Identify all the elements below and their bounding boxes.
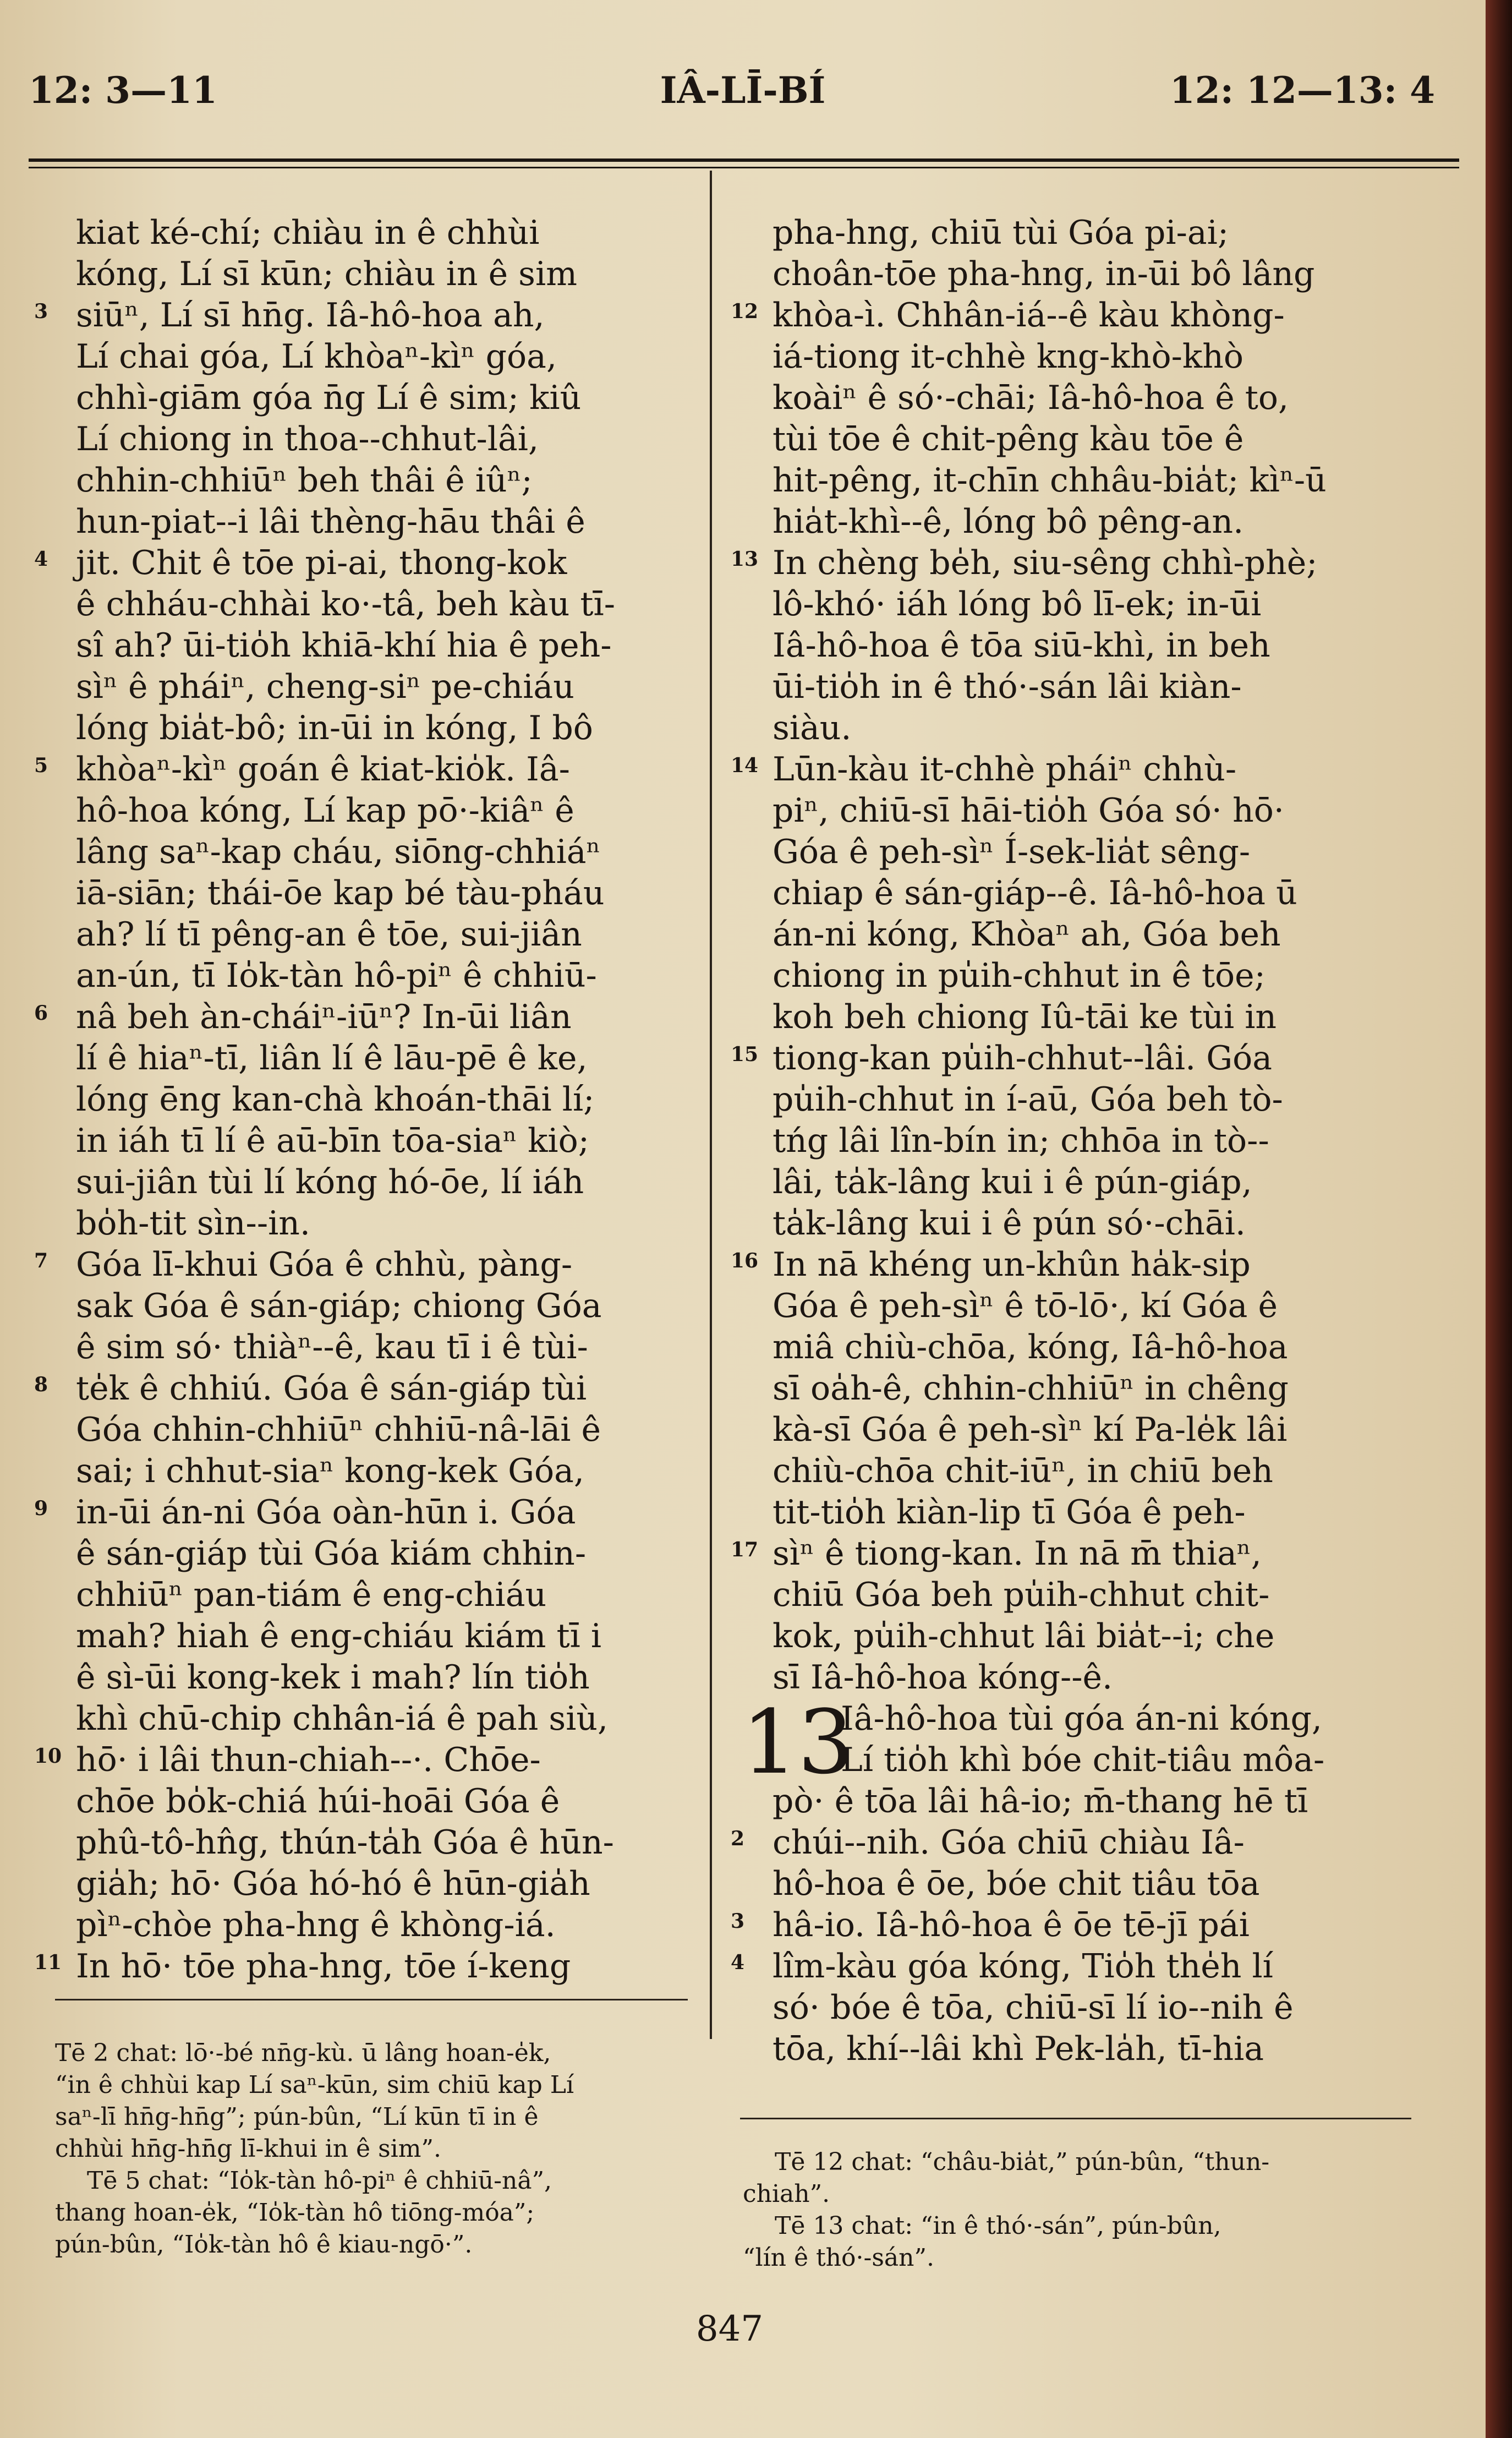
text-line <box>29 832 703 873</box>
verse-text: chhiūⁿ pan-tiám ê eng-chiáu <box>76 1576 547 1614</box>
text-line <box>725 666 1420 708</box>
verse-text: gia̍h; hō· Góa hó-hó ê hūn-gia̍h <box>76 1865 590 1903</box>
verse-number: 17 <box>731 1538 759 1561</box>
text-line <box>29 1327 703 1368</box>
text-line <box>29 1286 703 1327</box>
verse-number: 13 <box>731 548 759 571</box>
text-line <box>725 212 1420 254</box>
verse-text: Góa ê peh-sìⁿ Í-sek-lia̍t sêng- <box>773 833 1251 871</box>
verse-text: án-ni kóng, Khòaⁿ ah, Góa beh <box>773 915 1281 954</box>
verse-text: ê chháu-chhài ko·-tâ, beh kàu tī- <box>76 585 615 624</box>
verse-text: lîm-kàu góa kóng, Tio̍h the̍h lí <box>773 1947 1273 1986</box>
verse-text: an-ún, tī Io̍k-tàn hô-piⁿ ê chhiū- <box>76 956 597 995</box>
text-line <box>725 873 1420 914</box>
verse-text: Iâ-hô-hoa tùi góa án-ni kóng, <box>841 1699 1322 1738</box>
text-line <box>29 1533 703 1575</box>
text-line <box>725 1616 1420 1657</box>
verse-text: Lí chai góa, Lí khòaⁿ-kìⁿ góa, <box>76 337 557 376</box>
text-line <box>725 1451 1420 1492</box>
footnote-line: chiah”. <box>743 2180 830 2208</box>
book-edge <box>1486 0 1512 2438</box>
verse-text: chiong in pu̍ih-chhut in ê tōe; <box>773 956 1266 995</box>
verse-text: koh beh chiong Iû-tāi ke tùi in <box>773 998 1277 1036</box>
text-line <box>29 790 703 832</box>
verse-text: siàu. <box>773 709 852 747</box>
text-line <box>29 419 703 460</box>
text-line <box>725 419 1420 460</box>
text-line <box>725 1905 1420 1946</box>
verse-number: 9 <box>34 1497 48 1520</box>
verse-text: nâ beh àn-cháiⁿ-iūⁿ? In-ūi liân <box>76 998 572 1036</box>
verse-number: 7 <box>34 1249 48 1272</box>
left-footnote-rule <box>55 1999 688 2000</box>
text-line <box>29 914 703 955</box>
text-line <box>725 295 1420 336</box>
header-verse-range-left: 12: 3—11 <box>29 69 217 112</box>
verse-text: Góa lī-khui Góa ê chhù, pàng- <box>76 1245 573 1284</box>
verse-text: hō· i lâi thun-chiah--·. Chōe- <box>76 1741 541 1779</box>
verse-text: koàiⁿ ê só·-chāi; Iâ-hô-hoa ê to, <box>773 379 1289 417</box>
text-line <box>725 1038 1420 1079</box>
verse-text: kiat ké-chí; chiàu in ê chhùi <box>76 214 540 252</box>
verse-text: siūⁿ, Lí sī hn̄g. Iâ-hô-hoa ah, <box>76 296 545 335</box>
verse-text: choân-tōe pha-hng, in-ūi bô lâng <box>773 255 1315 293</box>
running-header <box>29 69 1457 129</box>
verse-number: 15 <box>731 1043 759 1066</box>
verse-text: hâ-io. Iâ-hô-hoa ê ōe tē-jī pái <box>773 1906 1250 1944</box>
text-line <box>29 1451 703 1492</box>
verse-text: Góa ê peh-sìⁿ ê tō-lō·, kí Góa ê <box>773 1287 1278 1325</box>
verse-number: 3 <box>34 300 48 323</box>
text-line <box>29 1162 703 1203</box>
text-line <box>725 708 1420 749</box>
text-line <box>29 1368 703 1409</box>
verse-text: chiap ê sán-giáp--ê. Iâ-hô-hoa ū <box>773 874 1297 912</box>
verse-text: ê sì-ūi kong-kek i mah? lín tio̍h <box>76 1658 590 1697</box>
verse-number: 6 <box>34 1002 48 1025</box>
text-line <box>725 501 1420 543</box>
verse-text: piⁿ, chiū-sī hāi-tio̍h Góa só· hō· <box>773 791 1284 830</box>
right-footnotes <box>743 2146 1414 2274</box>
verse-text: sī oa̍h-ê, chhin-chhiūⁿ in chêng <box>773 1369 1289 1408</box>
header-rule-thin <box>29 167 1459 168</box>
right-footnote-rule <box>740 2118 1411 2119</box>
text-line <box>29 460 703 501</box>
verse-number: 12 <box>731 300 759 323</box>
text-line <box>29 1781 703 1822</box>
text-line <box>29 254 703 295</box>
verse-number: 3 <box>731 1910 745 1933</box>
text-line <box>725 625 1420 666</box>
right-column <box>725 212 1420 2070</box>
verse-text: tùi tōe ê chit-pêng kàu tōe ê <box>773 420 1244 458</box>
verse-text: ta̍k-lâng kui i ê pún só·-chāi. <box>773 1204 1246 1243</box>
verse-text: Lí chiong in thoa--chhut-lâi, <box>76 420 539 458</box>
verse-text: pha-hng, chiū tùi Góa pi-ai; <box>773 214 1229 252</box>
verse-text: lô-khó· iáh lóng bô lī-ek; in-ūi <box>773 585 1262 624</box>
verse-text: lí ê hiaⁿ-tī, liân lí ê lāu-pē ê ke, <box>76 1039 588 1078</box>
text-line <box>29 543 703 584</box>
text-line <box>29 1740 703 1781</box>
text-line <box>29 749 703 790</box>
page-number: 847 <box>695 2309 764 2349</box>
verse-text: Lí tio̍h khì bóe chit-tiâu môa- <box>841 1741 1325 1779</box>
text-line <box>725 1946 1420 1987</box>
verse-text: tit-tio̍h kiàn-lip tī Góa ê peh- <box>773 1493 1246 1532</box>
verse-text: ah? lí tī pêng-an ê tōe, sui-jiân <box>76 915 582 954</box>
text-line <box>29 1698 703 1740</box>
verse-text: tiong-kan pu̍ih-chhut--lâi. Góa <box>773 1039 1273 1078</box>
verse-text: in-ūi án-ni Góa oàn-hūn i. Góa <box>76 1493 576 1532</box>
text-line <box>29 666 703 708</box>
text-line <box>725 1244 1420 1286</box>
chapter-lead-line <box>725 1698 1420 1740</box>
text-line <box>29 708 703 749</box>
text-line <box>29 997 703 1038</box>
verse-text: iá-tiong it-chhè kng-khò-khò <box>773 337 1244 376</box>
verse-text: hô-hoa kóng, Lí kap pō·-kiâⁿ ê <box>76 791 574 830</box>
chapter-start <box>725 1691 1420 1794</box>
text-line <box>725 1203 1420 1244</box>
left-footnotes <box>55 2037 704 2261</box>
verse-text: kóng, Lí sī kūn; chiàu in ê sim <box>76 255 578 293</box>
verse-text: khì chū-chip chhân-iá ê pah siù, <box>76 1699 609 1738</box>
verse-text: kok, pu̍ih-chhut lâi bia̍t--i; che <box>773 1617 1275 1655</box>
text-line <box>29 955 703 997</box>
header-rule-thick <box>29 158 1459 162</box>
text-line <box>725 1079 1420 1120</box>
text-line <box>29 1905 703 1946</box>
verse-text: tńg lâi lîn-bín in; chhōa in tò-- <box>773 1122 1269 1160</box>
footnote-line: saⁿ-lī hn̄g-hn̄g”; pún-bûn, “Lí kūn tī in ê <box>55 2103 539 2131</box>
verse-text: pò· ê tōa lâi hâ-io; m̄-thang hē tī <box>773 1782 1308 1821</box>
verse-text: lâng saⁿ-kap cháu, siōng-chhiáⁿ <box>76 833 601 871</box>
chapter-number: 13 <box>742 1691 854 1794</box>
text-line <box>29 1657 703 1698</box>
text-line <box>725 584 1420 625</box>
verse-text: pìⁿ-chòe pha-hng ê khòng-iá. <box>76 1906 556 1944</box>
verse-number: 16 <box>731 1249 759 1272</box>
text-line <box>725 1162 1420 1203</box>
text-line <box>725 749 1420 790</box>
verse-text: lóng ēng kan-chà khoán-thāi lí; <box>76 1080 595 1119</box>
verse-text: In hō· tōe pha-hng, tōe í-keng <box>76 1947 571 1986</box>
text-line <box>725 1286 1420 1327</box>
verse-number: 14 <box>731 754 759 777</box>
footnote-line: thang hoan-e̍k, “Io̍k-tàn hô tiōng-móa”; <box>55 2199 535 2227</box>
footnote-line: pún-bûn, “Io̍k-tàn hô ê kiau-ngō·”. <box>55 2231 473 2259</box>
text-line <box>29 501 703 543</box>
text-line <box>29 378 703 419</box>
text-line <box>29 625 703 666</box>
verse-text: Iâ-hô-hoa ê tōa siū-khì, in beh <box>773 626 1270 665</box>
text-line <box>725 1822 1420 1863</box>
text-line <box>725 1368 1420 1409</box>
text-line <box>725 2029 1420 2070</box>
text-line <box>29 873 703 914</box>
text-line <box>29 1863 703 1905</box>
column-divider <box>710 171 712 2039</box>
text-line <box>29 1492 703 1533</box>
verse-text: hit-pêng, it-chīn chhâu-bia̍t; kìⁿ-ū <box>773 461 1327 500</box>
text-line <box>29 336 703 378</box>
header-book-title: IÂ-LĪ-BÍ <box>660 69 826 112</box>
verse-text: chiù-chōa chit-iūⁿ, in chiū beh <box>773 1452 1273 1490</box>
text-line <box>29 1946 703 1987</box>
verse-text: Góa chhin-chhiūⁿ chhiū-nâ-lāi ê <box>76 1411 601 1449</box>
verse-text: chhì-giām góa n̄g Lí ê sim; kiû <box>76 379 582 417</box>
verse-text: chúi--nih. Góa chiū chiàu Iâ- <box>773 1823 1245 1862</box>
text-line <box>29 1079 703 1120</box>
left-column <box>29 212 703 1987</box>
text-line <box>29 212 703 254</box>
verse-text: in iáh tī lí ê aū-bīn tōa-siaⁿ kiò; <box>76 1122 589 1160</box>
verse-text: jit. Chit ê tōe pi-ai, thong-kok <box>76 544 567 582</box>
text-line <box>725 832 1420 873</box>
verse-number: 8 <box>34 1373 48 1396</box>
verse-number: 10 <box>34 1745 62 1768</box>
text-line <box>725 955 1420 997</box>
verse-text: In chèng be̍h, siu-sêng chhì-phè; <box>773 544 1318 582</box>
footnote-line: Tē 13 chat: “in ê thó·-sán”, pún-bûn, <box>775 2212 1221 2240</box>
verse-number: 11 <box>34 1951 62 1974</box>
text-line <box>725 997 1420 1038</box>
text-line <box>725 378 1420 419</box>
text-line <box>29 1038 703 1079</box>
text-line <box>29 1575 703 1616</box>
verse-text: hun-piat--i lâi thèng-hāu thâi ê <box>76 502 585 541</box>
verse-text: sî ah? ūi-tio̍h khiā-khí hia ê peh- <box>76 626 612 665</box>
verse-text: kà-sī Góa ê peh-sìⁿ kí Pa-le̍k lâi <box>773 1411 1288 1449</box>
footnote-line: Tē 5 chat: “Io̍k-tàn hô-piⁿ ê chhiū-nâ”, <box>87 2167 552 2195</box>
verse-text: sī Iâ-hô-hoa kóng--ê. <box>773 1658 1113 1697</box>
verse-text: ê sán-giáp tùi Góa kiám chhin- <box>76 1534 587 1573</box>
text-line <box>725 1327 1420 1368</box>
verse-text: tōa, khí--lâi khì Pek-la̍h, tī-hia <box>773 2030 1264 2068</box>
text-line <box>725 1492 1420 1533</box>
chapter-lead-line <box>725 1740 1420 1781</box>
verse-text: te̍k ê chhiú. Góa ê sán-giáp tùi <box>76 1369 587 1408</box>
text-line <box>29 1244 703 1286</box>
text-line <box>725 1575 1420 1616</box>
footnote-line: Tē 2 chat: lō·-bé nn̄g-kù. ū lâng hoan-e̍k, <box>55 2039 551 2067</box>
text-line <box>725 1863 1420 1905</box>
verse-text: lóng bia̍t-bô; in-ūi in kóng, I bô <box>76 709 593 747</box>
verse-text: só· bóe ê tōa, chiū-sī lí io--nih ê <box>773 1988 1294 2027</box>
text-line <box>29 1203 703 1244</box>
verse-text: khòa-ì. Chhân-iá--ê kàu khòng- <box>773 296 1285 335</box>
text-line <box>725 254 1420 295</box>
text-line <box>725 790 1420 832</box>
text-line <box>725 1987 1420 2029</box>
verse-text: sìⁿ ê tiong-kan. In nā m̄ thiaⁿ, <box>773 1534 1262 1573</box>
text-line <box>725 1409 1420 1451</box>
text-line <box>29 295 703 336</box>
text-line <box>29 1120 703 1162</box>
verse-text: hô-hoa ê ōe, bóe chit tiâu tōa <box>773 1865 1260 1903</box>
footnote-line: Tē 12 chat: “châu-bia̍t,” pún-bûn, “thun- <box>775 2148 1270 2176</box>
verse-text: sìⁿ ê pháiⁿ, cheng-siⁿ pe-chiáu <box>76 668 574 706</box>
footnote-line: chhùi hn̄g-hn̄g lī-khui in ê sim”. <box>55 2135 441 2163</box>
text-line <box>725 460 1420 501</box>
footnote-line: “in ê chhùi kap Lí saⁿ-kūn, sim chiū kap Lí <box>55 2071 574 2099</box>
verse-text: khòaⁿ-kìⁿ goán ê kiat-kio̍k. Iâ- <box>76 750 570 789</box>
text-line <box>725 914 1420 955</box>
verse-text: sui-jiân tùi lí kóng hó-ōe, lí iáh <box>76 1163 584 1201</box>
verse-number: 2 <box>731 1827 745 1850</box>
verse-number: 4 <box>34 548 48 571</box>
verse-text: In nā khéng un-khûn ha̍k-si̍p <box>773 1245 1251 1284</box>
text-line <box>725 1120 1420 1162</box>
verse-text: Lūn-kàu it-chhè pháiⁿ chhù- <box>773 750 1237 789</box>
verse-text: lâi, ta̍k-lâng kui i ê pún-giáp, <box>773 1163 1252 1201</box>
verse-number: 5 <box>34 754 48 777</box>
verse-number: 4 <box>731 1951 745 1974</box>
verse-text: mah? hiah ê eng-chiáu kiám tī i <box>76 1617 602 1655</box>
verse-text: chiū Góa beh pu̍ih-chhut chit- <box>773 1576 1270 1614</box>
text-line <box>725 336 1420 378</box>
verse-text: sai; i chhut-siaⁿ kong-kek Góa, <box>76 1452 584 1490</box>
verse-text: phû-tô-hn̂g, thún-ta̍h Góa ê hūn- <box>76 1823 614 1862</box>
verse-text: sak Góa ê sán-giáp; chiong Góa <box>76 1287 602 1325</box>
text-line <box>725 1781 1420 1822</box>
verse-text: pu̍ih-chhut in í-aū, Góa beh tò- <box>773 1080 1283 1119</box>
verse-text: miâ chiù-chōa, kóng, Iâ-hô-hoa <box>773 1328 1288 1366</box>
text-line <box>29 1616 703 1657</box>
verse-text: chōe bo̍k-chiá húi-hoāi Góa ê <box>76 1782 560 1821</box>
text-line <box>725 1533 1420 1575</box>
verse-text: bo̍h-tit sìn--in. <box>76 1204 311 1243</box>
text-line <box>29 1822 703 1863</box>
text-line <box>29 1409 703 1451</box>
verse-text: ê sim só· thiàⁿ--ê, kau tī i ê tùi- <box>76 1328 588 1366</box>
footnote-line: “lín ê thó·-sán”. <box>743 2244 934 2272</box>
text-line <box>725 543 1420 584</box>
header-verse-range-right: 12: 12—13: 4 <box>1169 69 1435 112</box>
text-line <box>29 584 703 625</box>
verse-text: chhin-chhiūⁿ beh thâi ê iûⁿ; <box>76 461 533 500</box>
verse-text: hia̍t-khì--ê, lóng bô pêng-an. <box>773 502 1244 541</box>
verse-text: ūi-tio̍h in ê thó·-sán lâi kiàn- <box>773 668 1242 706</box>
verse-text: iā-siān; thái-ōe kap bé tàu-pháu <box>76 874 605 912</box>
